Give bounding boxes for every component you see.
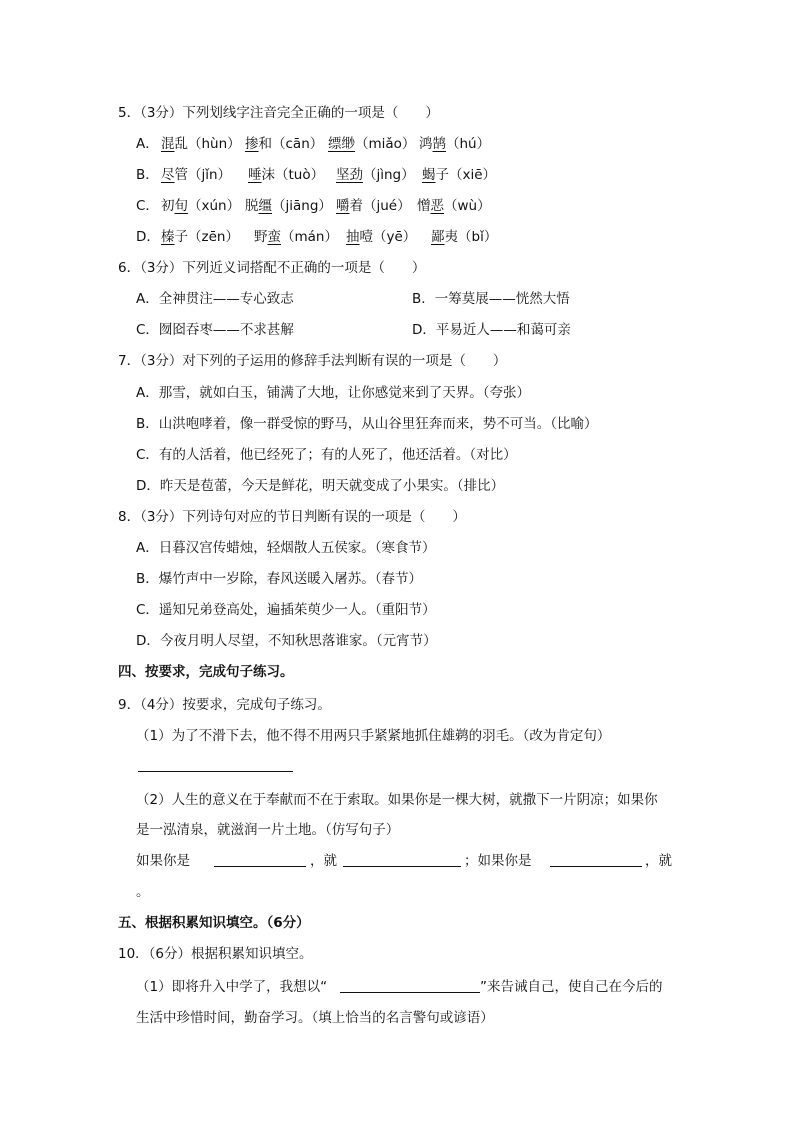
q5a-item-2: 掺和（cān）: [245, 136, 324, 152]
q6-option-c[interactable]: C．囫囵吞枣——不求甚解: [136, 322, 294, 338]
q5b-item-4: 蝎子（xiē）: [422, 167, 497, 183]
q5c-item-1: 初旬（xún）: [161, 198, 241, 214]
fill-text: ，就: [310, 853, 337, 869]
q5d-item-4: 鄙夷（bǐ）: [431, 229, 498, 245]
q7-option-c[interactable]: C．有的人活着，他已经死了；有的人死了，他还活着。（对比）: [136, 447, 517, 463]
q7-option-a[interactable]: A．那雪，就如白玉，铺满了大地，让你感觉来到了天界。（夸张）: [136, 385, 530, 401]
q6-option-b[interactable]: B．一筹莫展——恍然大悟: [412, 291, 570, 307]
q5-option-b[interactable]: [136, 165, 696, 185]
option-letter: C．: [136, 198, 159, 214]
q9-part-2-line-2: 是一泓清泉，就滋润一片土地。（仿写句子）: [136, 822, 400, 838]
q7-option-b[interactable]: B．山洪咆哮着，像一群受惊的野马，从山谷里狂奔而来，势不可当。（比喻）: [136, 416, 598, 432]
q5a-item-3: 缥缈（miǎo）: [328, 136, 416, 152]
fill-text: ”来告诫自己，使自己在今后的: [480, 979, 663, 995]
q5b-item-3: 坚劲（jìng）: [336, 167, 415, 183]
q8-option-b[interactable]: B．爆竹声中一岁除，春风送暖入屠苏。（春节）: [136, 571, 423, 587]
q6-option-d[interactable]: D．平易近人——和蔼可亲: [412, 322, 571, 338]
q5a-item-1: 混乱（hùn）: [161, 136, 241, 152]
option-letter: B．: [136, 167, 159, 183]
fill-blank-3[interactable]: [550, 852, 642, 867]
fill-text: （1）即将升入中学了，我想以“: [136, 979, 328, 995]
q5a-item-4: 鸿鹄（hú）: [419, 136, 491, 152]
q8-option-c[interactable]: C．遥知兄弟登高处，遍插茱萸少一人。（重阳节）: [136, 602, 436, 618]
q8-option-a[interactable]: A．日暮汉宫传蜡烛，轻烟散人五侯家。（寒食节）: [136, 540, 436, 556]
q6-stem: 6．（3分）下列近义词搭配不正确的一项是（ ）: [118, 260, 426, 276]
q5b-item-2: 唾沫（tuò）: [248, 167, 325, 183]
fill-text: ；如果你是: [464, 853, 532, 869]
q5-option-c[interactable]: [136, 196, 696, 216]
section-5-heading: 五、根据积累知识填空。（6分）: [118, 915, 310, 931]
q9-part-1-answer-line[interactable]: [138, 771, 293, 772]
q5b-item-1: 尽管（jǐn）: [161, 167, 232, 183]
q5c-item-4: 憎恶（wù）: [417, 198, 491, 214]
q10-blank-1[interactable]: [340, 978, 480, 993]
q8-stem: 8．（3分）下列诗句对应的节日判断有误的一项是（ ）: [118, 509, 466, 525]
q5-option-a[interactable]: [136, 134, 696, 154]
q5d-item-2: 野蛮（mán）: [254, 229, 338, 245]
fill-text: ，就: [645, 853, 672, 869]
q9-fill-row: [136, 851, 676, 871]
q5d-item-1: 榛子（zēn）: [161, 229, 239, 245]
q6-option-a[interactable]: A．全神贯注——专心致志: [136, 291, 294, 307]
q5c-item-3: 嚼着（jué）: [336, 198, 411, 214]
q10-part-1-line-2: 生活中珍惜时间，勤奋学习。（填上恰当的名言警句或谚语）: [136, 1010, 494, 1026]
q5c-item-2: 脱缰（jiāng）: [245, 198, 332, 214]
q10-part-1-line-1: [136, 977, 676, 997]
q8-option-d[interactable]: D．今夜月明人尽望，不知秋思落谁家。（元宵节）: [136, 633, 437, 649]
q10-stem: 10．（6分）根据积累知识填空。: [118, 946, 313, 962]
q5d-item-3: 抽噎（yē）: [346, 229, 417, 245]
fill-text: 如果你是: [136, 853, 190, 869]
q9-part-1: （1）为了不滑下去，他不得不用两只手紧紧地抓住雄鹈的羽毛。（改为肯定句）: [136, 728, 611, 744]
q5-option-d[interactable]: [136, 227, 696, 247]
option-letter: D．: [136, 229, 160, 245]
q9-fill-end: 。: [136, 884, 150, 900]
fill-blank-1[interactable]: [214, 852, 306, 867]
q9-part-2-line-1: （2）人生的意义在于奉献而不在于索取。如果你是一棵大树，就撒下一片阴凉；如果你: [136, 792, 658, 808]
section-4-heading: 四、按要求，完成句子练习。: [118, 664, 294, 680]
fill-blank-2[interactable]: [343, 852, 461, 867]
option-letter: A．: [136, 136, 159, 152]
q5-stem: 5．（3分）下列划线字注音完全正确的一项是（ ）: [118, 105, 439, 121]
q7-stem: 7．（3分）对下列的子运用的修辞手法判断有误的一项是（ ）: [118, 353, 507, 369]
q7-option-d[interactable]: D．昨天是苞蕾，今天是鲜花，明天就变成了小果实。（排比）: [136, 478, 505, 494]
q9-stem: 9．（4分）按要求，完成句子练习。: [118, 697, 331, 713]
